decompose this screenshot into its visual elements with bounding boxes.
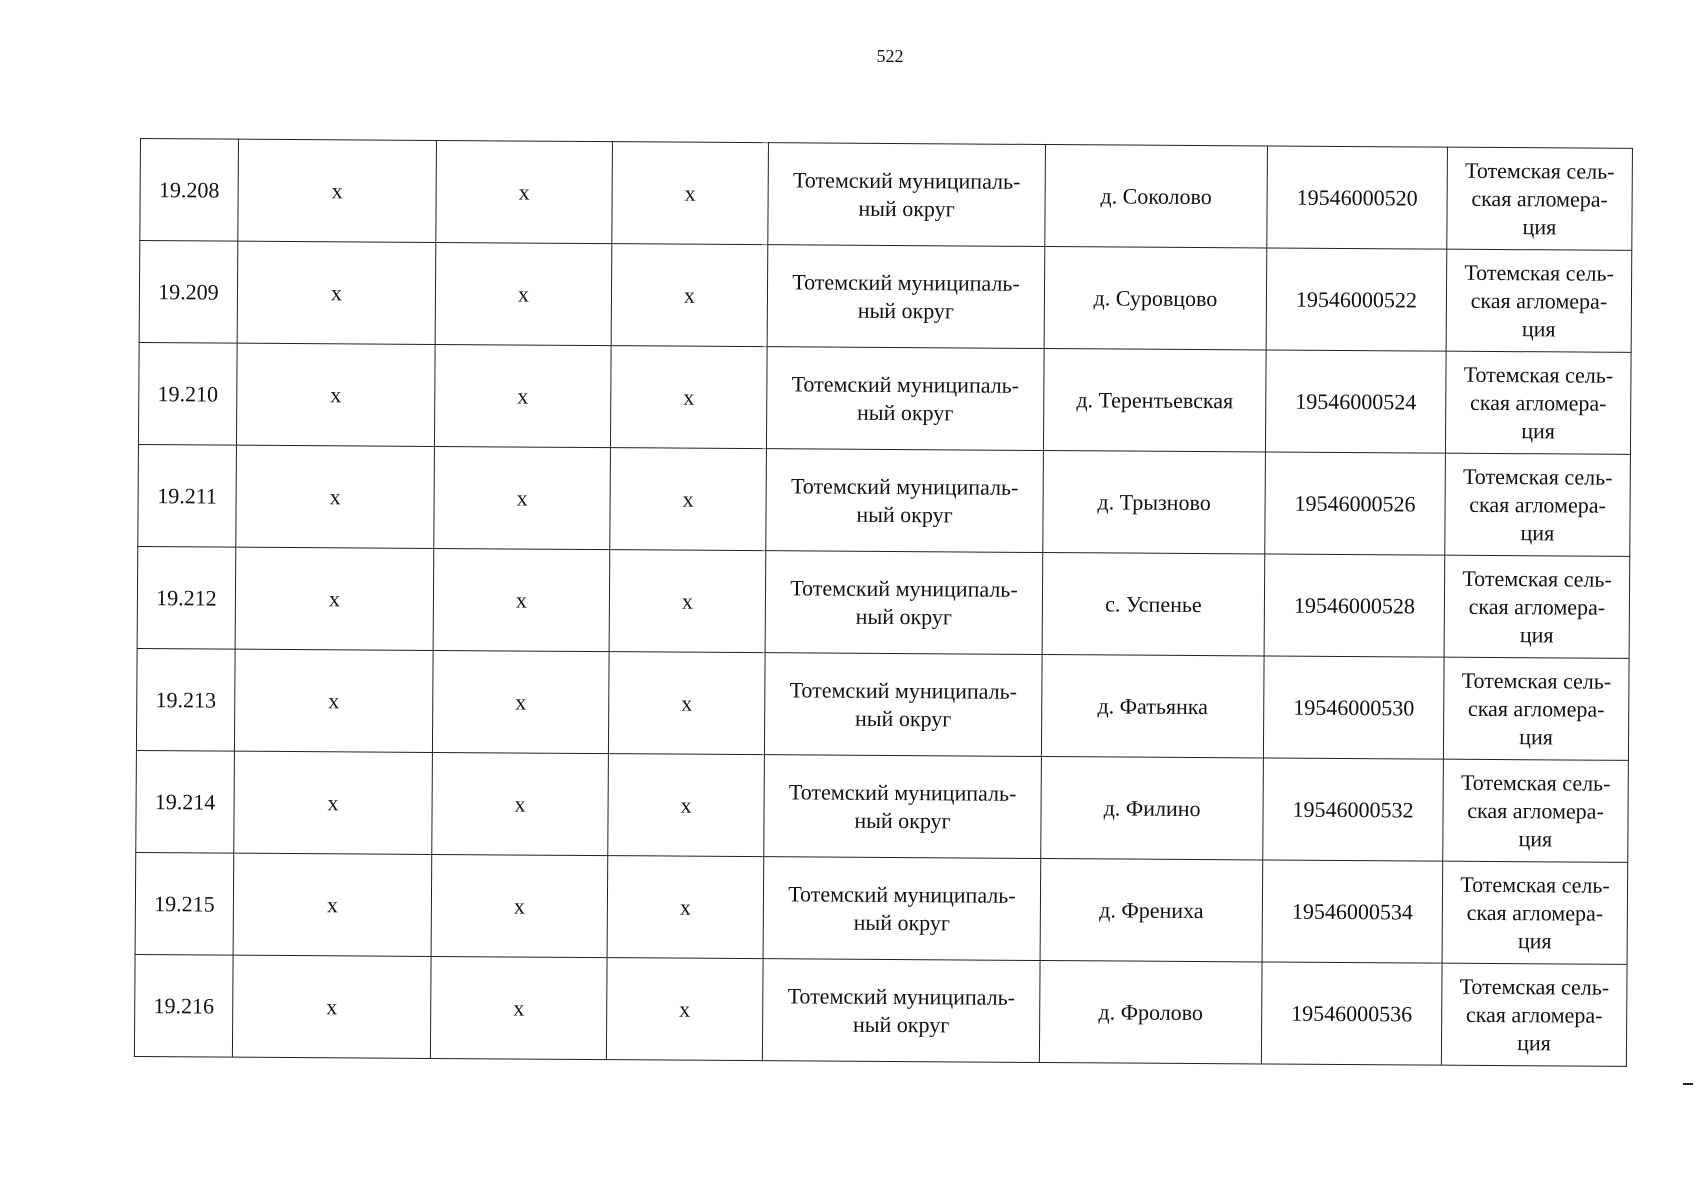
agglomeration-cell: Тотемская сель- ская агломера- ция [1443,759,1629,862]
x-mark-cell: x [234,649,433,752]
settlement-cell: д. Суровцово [1044,247,1267,350]
municipal-district-cell: Тотемский муниципаль- ный округ [767,245,1045,349]
table-row [139,241,1632,353]
municipal-district-cell: Тотемский муниципаль- ный округ [765,551,1043,655]
table-row [138,342,1631,454]
x-mark-cell: x [435,242,612,345]
table-row [135,852,1628,964]
oktmo-code-cell: 19546000526 [1265,452,1446,555]
x-mark-cell: x [610,346,767,449]
settlement-cell: д. Филино [1041,756,1264,859]
settlement-cell: д. Фатьянка [1041,654,1264,757]
municipal-district-cell: Тотемский муниципаль- ный округ [762,959,1040,1063]
oktmo-code-cell: 19546000522 [1266,248,1447,351]
table-row [138,444,1631,556]
x-mark-cell: x [432,650,609,753]
table-row [134,954,1627,1066]
x-mark-cell: x [606,958,763,1061]
x-mark-cell: x [234,751,433,854]
x-mark-cell: x [233,853,432,956]
x-mark-cell: x [609,550,766,653]
x-mark-cell: x [238,139,437,242]
x-mark-cell: x [436,140,613,243]
x-mark-cell: x [434,446,611,549]
row-number-cell: 19.214 [136,750,235,853]
row-number-cell: 19.213 [136,648,235,751]
oktmo-code-cell: 19546000530 [1263,656,1444,759]
municipal-district-cell: Тотемский муниципаль- ный округ [763,857,1041,961]
row-number-cell: 19.208 [140,139,239,242]
municipal-district-cell: Тотемский муниципаль- ный округ [768,143,1046,247]
agglomeration-cell: Тотемская сель- ская агломера- ция [1444,555,1630,658]
x-mark-cell: x [237,241,436,344]
oktmo-code-cell: 19546000528 [1264,554,1445,657]
x-mark-cell: x [434,344,611,447]
row-number-cell: 19.210 [138,342,237,445]
x-mark-cell: x [430,956,607,1059]
table-row [140,139,1633,251]
oktmo-code-cell: 19546000520 [1267,146,1448,249]
settlement-cell: с. Успенье [1042,552,1265,655]
agglomeration-cell: Тотемская сель- ская агломера- ция [1442,861,1628,964]
x-mark-cell: x [235,547,434,650]
settlement-cell: д. Френиха [1040,858,1263,961]
municipal-district-cell: Тотемский муниципаль- ный округ [766,449,1044,553]
x-mark-cell: x [611,244,768,347]
x-mark-cell: x [608,652,765,755]
table-row [137,546,1630,658]
row-number-cell: 19.216 [134,954,233,1057]
settlement-cell: д. Фролово [1039,960,1262,1063]
agglomeration-cell: Тотемская сель- ская агломера- ция [1447,147,1633,250]
x-mark-cell: x [610,448,767,551]
municipal-district-cell: Тотемский муниципаль- ный округ [764,755,1042,859]
settlement-cell: д. Трызново [1043,450,1266,553]
x-mark-cell: x [431,854,608,957]
row-number-cell: 19.211 [138,444,237,547]
x-mark-cell: x [433,548,610,651]
page-number: 522 [876,46,904,66]
agglomeration-cell: Тотемская сель- ская агломера- ция [1445,351,1631,454]
x-mark-cell: x [236,445,435,548]
x-mark-cell: x [612,142,769,245]
agglomeration-cell: Тотемская сель- ская агломера- ция [1445,453,1631,556]
oktmo-code-cell: 19546000524 [1265,350,1446,453]
agglomeration-cell: Тотемская сель- ская агломера- ция [1446,249,1632,352]
table-row [136,648,1629,760]
table-row [136,750,1629,862]
municipal-district-cell: Тотемский муниципаль- ный округ [766,347,1044,451]
table-body [134,139,1632,1067]
row-number-cell: 19.209 [139,241,238,344]
x-mark-cell: x [236,343,435,446]
row-number-cell: 19.212 [137,546,236,649]
x-mark-cell: x [232,955,431,1058]
municipal-district-cell: Тотемский муниципаль- ный округ [764,653,1042,757]
agglomeration-cell: Тотемская сель- ская агломера- ция [1443,657,1629,760]
oktmo-code-cell: 19546000536 [1261,962,1442,1065]
x-mark-cell: x [432,752,609,855]
oktmo-code-cell: 19546000532 [1263,758,1444,861]
oktmo-code-cell: 19546000534 [1262,860,1443,963]
settlement-cell: д. Терентьевская [1043,349,1266,452]
settlement-cell: д. Соколово [1045,145,1268,248]
row-number-cell: 19.215 [135,852,234,955]
settlements-table [134,138,1633,1067]
margin-mark [1683,1083,1693,1085]
x-mark-cell: x [608,754,765,857]
agglomeration-cell: Тотемская сель- ская агломера- ция [1441,963,1627,1066]
x-mark-cell: x [607,856,764,959]
